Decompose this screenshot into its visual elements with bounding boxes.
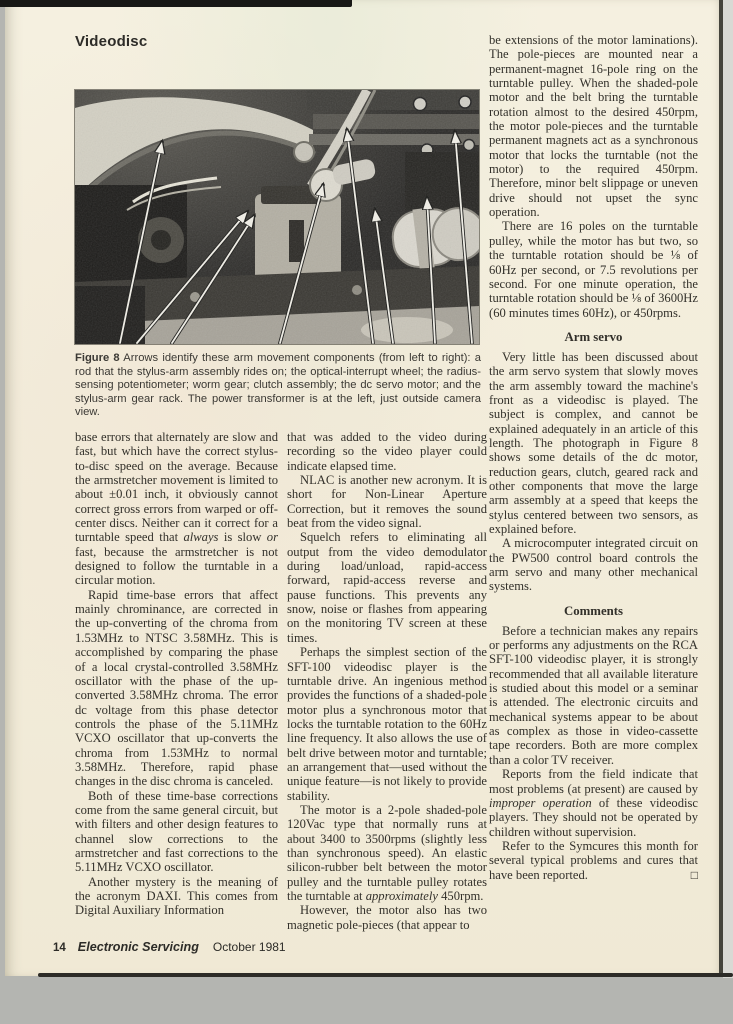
column-middle <box>287 430 487 932</box>
figure-8 <box>75 90 481 420</box>
magazine-title: Electronic Servicing <box>77 940 199 954</box>
column-heading: Arm servo <box>564 329 623 344</box>
body-paragraph: The motor is a 2-pole shaded-pole 120Vac type that normally runs at about 3400 to 3500rpms (slightly less than synchronous speed). An elastic silicon-rubber belt between the motor pulley and the turntable pulley rotates the turntable at approximately 450rpm. <box>287 802 487 903</box>
section-title: Videodisc <box>75 33 148 50</box>
body-paragraph: Rapid time-base errors that affect mainly chrominance, are corrected in the up-converting of the chroma from 1.53MHz to NTSC 3.58MHz. This is accomplished by comparing the phase of a local crystal-controlled 3.58MHz oscillator with the phase of the up-converted 3.58MHz chroma. The error dc voltage from this phase detector controls the phase of the 5.11MHz VCXO oscillator that up-converts the chroma from 1.53MHz to normal 3.58MHz. Therefore, rapid phase changes in the disc chroma is canceled. <box>75 587 278 789</box>
figure-caption-lead: Figure 8 <box>75 352 120 364</box>
body-paragraph: Refer to the Symcures this month for several typical problems and cures that have been reported. □ <box>489 838 698 882</box>
body-paragraph: Before a technician makes any repairs or performs any adjustments on the RCA SFT-100 videodisc player, it is strongly recommended that all available literature is studied about this model or a seminar is attended. The electronic circuits and mechanical systems appear to be about as complex as those in video-cassette tape recorders. Both are more complex than a color TV receiver. <box>489 623 698 767</box>
body-paragraph: There are 16 poles on the turntable pulley, while the motor has but two, so the turntable rotation should be ⅛ of 60Hz per second, or 7.5 revolutions per second. For one minute operation, the turntable rotation should be ⅛ of 3600Hz (60 minutes times 60Hz), or 450rpms. <box>489 219 698 320</box>
body-paragraph: A microcomputer integrated circuit on the PW500 control board controls the arm servo and many other mechanical systems. <box>489 536 698 594</box>
body-paragraph: Very little has been discussed about the arm servo system that slowly moves the arm assembly toward the machine's front as a videodisc is played. The subject is complex, and cannot be explained adequately in an article of this length. The photograph in Figure 8 shows some details of the dc motor, reduction gears, clutch, geared rack and other components that move the large arm assembly at a speed that keeps the stylus centered between two sensors, as explained before. <box>489 349 698 536</box>
scan-edge-top <box>0 0 352 7</box>
body-paragraph: be extensions of the motor laminations). The pole-pieces are mounted near a permanent-magnet 16-pole ring on the turntable pulley. When the shaded-pole motor and the belt bring the turntable rotation almost to the desired 450rpm, the motor pole-pieces and the turntable permanent magnets act as a synchronous motor that locks the turntable (not the motor) to the required 450rpm. Therefore, minor belt slippage or uneven drive should not upset the sync operation. <box>489 33 698 220</box>
scan-edge-bottom <box>38 973 733 977</box>
figure-caption <box>75 352 481 420</box>
column-right <box>489 33 698 882</box>
body-paragraph: Reports from the field indicate that most problems (at present) are caused by improper operation of these videodisc players. They should not be operated by children without supervision. <box>489 767 699 839</box>
column-heading: Comments <box>564 603 623 618</box>
body-paragraph: However, the motor also has two magnetic pole-pieces (that appear to <box>287 903 487 932</box>
lower-columns <box>75 430 487 932</box>
body-paragraph: Both of these time-base corrections come from the same general circuit, but with filters and other design features to channel slow corrections to the armstretcher and fast corrections to the 5.11MHz VCXO oscillator. <box>75 788 278 875</box>
figure-caption-text: Arrows identify these arm movement components (from left to right): a rod that the stylus-arm assembly rides on; the optical-interrupt wheel; the radius-sensing potentiometer; worm gear; clutch assembly; the dc servo motor; and the stylus-arm gear rack. The power transformer is at the left, just outside camera view. <box>75 352 481 419</box>
body-paragraph: Perhaps the simplest section of the SFT-100 videodisc player is the turntable drive. An ingenious method provides the functions of a shaded-pole motor plus a synchronous motor that locks the turntable rotation to the 60Hz line frequency. It also allows the use of belt drive between motor and turntable; an arrangement that—used without the unique feature—is not likely to provide stability. <box>287 645 487 803</box>
scan-edge-right-strip <box>723 0 733 978</box>
body-paragraph: Squelch refers to eliminating all output from the video demodulator during load/unload, rapid-access forward, rapid-access reverse and pause functions. This prevents any snow, noise or flashes from appearing on the monitoring TV screen at these times. <box>287 530 487 645</box>
page-number: 14 <box>53 942 66 954</box>
body-paragraph: that was added to the video during recording so the video player could indicate elapsed time. <box>287 430 487 473</box>
end-of-article-mark: □ <box>690 867 698 882</box>
body-paragraph: NLAC is another new acronym. It is short for Non-Linear Aperture Correction, but it removes the sound beat from the video signal. <box>287 473 487 531</box>
body-paragraph: base errors that alternately are slow and fast, but which have the correct stylus-to-disc speed on the average. Because the armstretcher movement is limited to about ±0.01 inch, it obviously cannot correct gross errors from warped or off-center discs. Neither can it correct for a turntable speed that always is slow or fast, because the armstretcher is not designed to follow the turntable in a circular motion. <box>75 430 278 588</box>
figure-photo <box>75 90 479 344</box>
issue-date: October 1981 <box>212 940 286 954</box>
magazine-page <box>5 0 719 976</box>
column-left <box>75 430 278 932</box>
body-paragraph: Another mystery is the meaning of the acronym DAXI. This comes from Digital Auxiliary Information <box>75 874 278 918</box>
page-footer <box>53 940 286 954</box>
